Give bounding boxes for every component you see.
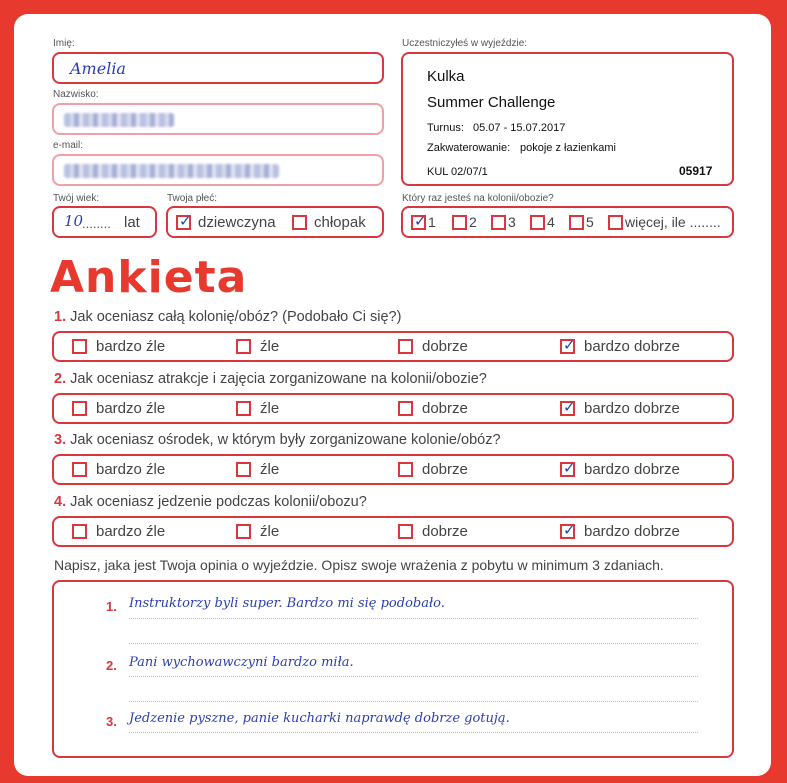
gender-boy-label: chłopak xyxy=(314,214,366,231)
answer-3-text: Jedzenie pyszne, panie kucharki naprawdę dobrze gotują. xyxy=(129,711,510,726)
rating-option-label: bardzo źle xyxy=(96,338,166,355)
rating-option-label: źle xyxy=(260,338,280,355)
times-3-label: 3 xyxy=(508,214,516,230)
times-2-checkbox[interactable] xyxy=(452,215,467,230)
rating-checkbox[interactable] xyxy=(560,521,576,539)
question-4 xyxy=(54,494,367,510)
surname-label: Nazwisko: xyxy=(53,89,99,100)
age-field[interactable] xyxy=(52,206,157,238)
opinion-prompt: Napisz, jaka jest Twoja opinia o wyjeździe. Opisz swoje wrażenia z pobytu w minimum 3 zdaniach. xyxy=(54,557,664,573)
times-1-checkbox[interactable] xyxy=(411,212,427,230)
trip-code: KUL 02/07/1 xyxy=(427,166,488,178)
rating-option-label: źle xyxy=(260,461,280,478)
survey-sheet xyxy=(14,14,771,776)
question-text: Jak oceniasz jedzenie podczas kolonii/obozu? xyxy=(70,494,367,510)
question-1-options xyxy=(52,331,734,362)
gender-girl-checkbox[interactable] xyxy=(176,212,192,230)
trip-name: Kulka xyxy=(427,68,465,85)
rating-checkbox[interactable] xyxy=(72,401,87,416)
question-number: 4. xyxy=(54,494,67,510)
question-3 xyxy=(54,432,501,448)
rating-checkbox[interactable] xyxy=(236,462,251,477)
times-4-label: 4 xyxy=(547,214,555,230)
check-mark-icon: ✓ xyxy=(563,336,576,354)
times-label: Który raz jesteś na kolonii/obozie? xyxy=(402,193,554,204)
age-label: Twój wiek: xyxy=(53,193,100,204)
answer-1-text: Instruktorzy byli super. Bardzo mi się podobało. xyxy=(129,596,445,611)
gender-field xyxy=(166,206,384,238)
dotted-line xyxy=(129,732,698,733)
trip-label: Uczestniczyłeś w wyjeździe: xyxy=(402,38,528,49)
times-more-checkbox[interactable] xyxy=(608,215,623,230)
turnus-value: 05.07 - 15.07.2017 xyxy=(473,122,566,134)
opinion-box[interactable] xyxy=(52,580,734,758)
times-2-label: 2 xyxy=(469,214,477,230)
question-number: 2. xyxy=(54,371,67,387)
rating-checkbox[interactable] xyxy=(236,401,251,416)
rating-option-label: bardzo dobrze xyxy=(584,523,680,540)
trip-program: Summer Challenge xyxy=(427,94,556,111)
dotted-line xyxy=(129,701,698,702)
rating-option-label: źle xyxy=(260,523,280,540)
gender-label: Twoja płeć: xyxy=(167,193,218,204)
question-4-options xyxy=(52,516,734,547)
check-mark-icon: ✓ xyxy=(563,459,576,477)
rating-option-label: dobrze xyxy=(422,338,468,355)
trip-number: 05917 xyxy=(679,164,713,178)
times-3-checkbox[interactable] xyxy=(491,215,506,230)
question-1 xyxy=(54,309,401,325)
gender-boy-checkbox[interactable] xyxy=(292,215,307,230)
question-3-options xyxy=(52,454,734,485)
rating-option-label: źle xyxy=(260,400,280,417)
question-text: Jak oceniasz atrakcje i zajęcia zorganizowane na kolonii/obozie? xyxy=(70,371,487,387)
accommodation-value: pokoje z łazienkami xyxy=(520,142,616,154)
check-mark-icon: ✓ xyxy=(563,521,576,539)
rating-checkbox[interactable] xyxy=(560,398,576,416)
rating-option-label: bardzo źle xyxy=(96,461,166,478)
check-mark-icon: ✓ xyxy=(563,398,576,416)
rating-checkbox[interactable] xyxy=(72,524,87,539)
survey-title: Ankieta xyxy=(50,252,248,303)
rating-checkbox[interactable] xyxy=(560,336,576,354)
rating-option-label: bardzo źle xyxy=(96,523,166,540)
rating-checkbox[interactable] xyxy=(72,462,87,477)
rating-checkbox[interactable] xyxy=(560,459,576,477)
question-number: 1. xyxy=(54,309,67,325)
email-field[interactable] xyxy=(52,154,384,186)
gender-girl-label: dziewczyna xyxy=(198,214,276,231)
rating-checkbox[interactable] xyxy=(236,524,251,539)
times-5-label: 5 xyxy=(586,214,594,230)
times-field xyxy=(401,206,734,238)
surname-field[interactable] xyxy=(52,103,384,135)
question-text: Jak oceniasz całą kolonię/obóz? (Podobało Ci się?) xyxy=(70,309,402,325)
dotted-line xyxy=(129,676,698,677)
answer-2-number: 2. xyxy=(106,658,117,673)
times-1-label: 1 xyxy=(428,214,436,230)
age-dots: ........ xyxy=(82,216,111,231)
dotted-line xyxy=(129,618,698,619)
question-number: 3. xyxy=(54,432,67,448)
email-redacted xyxy=(64,164,279,178)
answer-3-number: 3. xyxy=(106,714,117,729)
rating-checkbox[interactable] xyxy=(398,401,413,416)
rating-option-label: bardzo dobrze xyxy=(584,400,680,417)
age-value: 10 xyxy=(64,212,84,230)
trip-info-box xyxy=(401,52,734,186)
times-5-checkbox[interactable] xyxy=(569,215,584,230)
times-more-label: więcej, ile ........ xyxy=(625,214,721,230)
question-2-options xyxy=(52,393,734,424)
rating-checkbox[interactable] xyxy=(398,462,413,477)
question-text: Jak oceniasz ośrodek, w którym były zorganizowane kolonie/obóz? xyxy=(70,432,501,448)
check-mark-icon: ✓ xyxy=(179,212,192,230)
answer-1-number: 1. xyxy=(106,599,117,614)
email-label: e-mail: xyxy=(53,140,84,151)
rating-option-label: bardzo dobrze xyxy=(584,461,680,478)
surname-redacted xyxy=(64,113,174,127)
rating-checkbox[interactable] xyxy=(236,339,251,354)
answer-2-text: Pani wychowawczyni bardzo miła. xyxy=(129,655,354,670)
name-label: Imię: xyxy=(53,38,75,49)
turnus-label: Turnus: xyxy=(427,122,464,134)
rating-option-label: dobrze xyxy=(422,461,468,478)
rating-checkbox[interactable] xyxy=(398,339,413,354)
rating-option-label: bardzo źle xyxy=(96,400,166,417)
rating-option-label: dobrze xyxy=(422,400,468,417)
accommodation-label: Zakwaterowanie: xyxy=(427,142,511,154)
times-4-checkbox[interactable] xyxy=(530,215,545,230)
question-2 xyxy=(54,371,487,387)
dotted-line xyxy=(129,643,698,644)
check-mark-icon: ✓ xyxy=(414,212,427,230)
age-unit: lat xyxy=(124,214,140,231)
rating-checkbox[interactable] xyxy=(72,339,87,354)
rating-option-label: dobrze xyxy=(422,523,468,540)
rating-option-label: bardzo dobrze xyxy=(584,338,680,355)
name-field[interactable] xyxy=(52,52,384,84)
rating-checkbox[interactable] xyxy=(398,524,413,539)
name-value: Amelia xyxy=(70,59,126,78)
